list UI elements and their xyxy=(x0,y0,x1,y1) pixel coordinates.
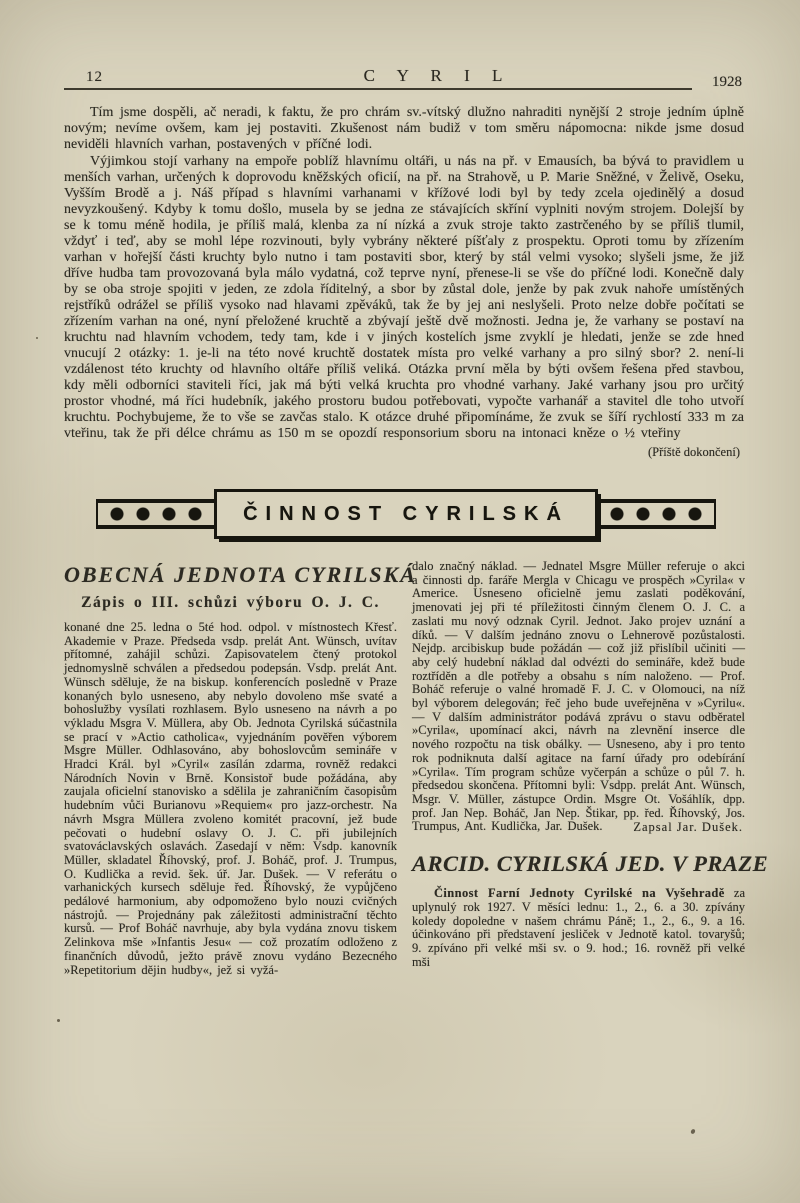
article-paragraph: Výjimkou stojí varhany na empoře poblíž hlavnímu oltáři, u nás na př. v Emausích, ba bývá to pravidlem u menších varhan, určených k doprovodu kněžských oficií, na př. na Strahově, u P. Marie Sněžné, v Želivě, Oseku, Vyšším Brodě a j. Náš případ s hlavními varhanami v křížové lodi byl by tedy zcela ojedinělý a dosud nevyzkoušený. Kdyby k tomu došlo, musela by se jedna ze stávajících skříní vyplniti novým strojem. Dolejší by se k tomu méně hodila, je příliš malá, klenba za ní nízká a zvuk stroje takto zastrčeného by se příliš tlumil, vždyť i teď, aby se mohl lépe rozvinouti, byly vybrány některé píšťaly z prospektu. Oproti tomu by zřízením varhan v hořejší části kruchty bylo nutno i tam postaviti sbor, který by stál velmi vysoko; slyšeli jsme, že již dříve hudba tam provozovaná byla málo vydatná, což teprve nyní, přenese-li se vše do příčné lodi. Konečně daly by se oba stroje spojiti v jeden, ze zdola říditelný, a sbor by zůstal dole, jenže by pak zvuk nahoře umístěných rejstříků odrážel se příliš vysoko nad hlavami zpěváků, tak že by jej ani neslyšeli. Proto nelze dobře počítati se zřízením varhan na oné, nyní přeložené kruchtě a zbývají ještě dvě možnosti. Jedna je, že varhany se postaví na kruchtu nad hlavním vchodem, tedy tam, kde i v jiných kostelích jsme zvyklí je hledati, jenže se zde hned vnucují 2 otázky: 1. je-li na této nové kruchtě dostatek místa pro velké varhany a pro silný sbor? 2. není-li vzdálenost této kruchty od hlavního oltáře příliš veliká. Otázka první měla by býti ovšem řešena před stavbou, kdy měli odborníci staviteli říci, jak má býti velká kruchta pro vhodné varhany. Jaké varhany jsou pro určitý prostor vhodné, má říci hudebník, jakého prostoru budou potřebovati, vypočte varhanář a stavitel dle toho utvoří kruchtu. Pochybujeme, že to vše se zavčas stalo. K otázce druhé připomínáme, že zvuk se šíří rychlostí 333 m za vteřinu, tak že při délce chrámu as 150 m se opozdí responsorium sboru na intonaci kněze o ½ vteřiny xyxy=(64,154,744,441)
dotted-border-right-icon xyxy=(598,499,716,529)
minutes-continuation-text: dalo značný náklad. — Jednatel Msgre Müller referuje o akci a činnosti dp. faráře Mergla v Chicagu ve prospěch »Cyrila« v Americe. Usneseno oficielně jemu zaslati poděkování, jmenovati jej při té příležitosti činným členem O. J. C. a zaslati mu nový odznak Cyril. Jednot. Jako projev uznání a díků. — V dalším jednáno znovu o Lehnerově pozůstalosti. Nejdp. arcibiskup bude požádán — což již přislíbil učiniti — aby celý hudební náklad dal odvézti do semináře, kdež bude roztříděn a dle potřeby a obsahu s ním naloženo. — Prof. Boháč referuje o valné hromadě F. J. C. v Olomouci, na níž byl výborem delegován; řeč jeho bude uveřejněna v »Cyrilu«. — V dalším administrátor podává zprávu o stavu odběratel »Cyrila«, upomínací akci, návrh na zlevnění inserce dle nového rozpočtu na tisk obálky. — Usneseno, aby i pro tento rok podniknuta další agitace na farní úřady pro odebírání »Cyrila«. Tím program schůze vyčerpán a schůze o půl 7. h. předsedou skončena. Přítomni byli: Vsdpp. prelát Ant. Wünsch, Msgr. V. Müller, zástupce Ordin. Msgre Ot. Vošáhlík, dpp. prof. Jan Nep. Boháč, Jan Nep. Štikar, pp. řed. Říhovský, Jos. Trumpus, Ant. Kudlička, Jar. Dušek. xyxy=(412,559,745,834)
section-banner xyxy=(96,486,716,542)
banner-title-box xyxy=(214,489,598,539)
parish-report-lead: Činnost Farní Jednoty Cyrilské na Vyšehradě xyxy=(434,886,725,901)
year-label: 1928 xyxy=(712,74,742,90)
signature-line: Zapsal Jar. Dušek. xyxy=(633,820,743,835)
two-column-section xyxy=(64,559,769,977)
scan-speck xyxy=(57,1019,60,1022)
society-heading: OBECNÁ JEDNOTA CYRILSKÁ xyxy=(64,562,417,587)
scan-speck xyxy=(690,1128,696,1134)
right-column xyxy=(412,559,769,977)
section-title: ČINNOST CYRILSKÁ xyxy=(243,503,569,525)
parish-report-text: za uplynulý rok 1927. V měsíci lednu: 1., 2., 6. a 30. zpívány koledy dopoledne v našem chrámu Páně; 1., 2., 6., 9. a 16. účinkováno při představení jesliček v Jednotě katol. tovaryšů; 9. zpíváno při velké mši sv. o 9. hod.; 16. rovněž při velké mši xyxy=(412,886,745,969)
prague-society-heading: ARCID. CYRILSKÁ JED. V PRAZE xyxy=(412,851,769,877)
lead-article xyxy=(64,105,744,460)
scan-speck xyxy=(36,337,38,339)
meeting-subheading: Zápis o III. schůzi výboru O. J. C. xyxy=(81,594,380,611)
left-column xyxy=(64,560,417,977)
continuation-note: (Příště dokončení) xyxy=(648,445,740,459)
page-number: 12 xyxy=(86,69,103,85)
article-paragraph: Tím jsme dospěli, ač neradi, k faktu, že pro chrám sv.-vítský dlužno nahraditi nynější 2 stroje jedním úplně novým; nevíme ovšem, kam jej postaviti. Zkušenost nám budiž v tom směru nápomocna: nikde jsme dosud neviděli hlavních varhan, postavených v příčné lodi. xyxy=(64,105,744,152)
journal-title: C Y R I L xyxy=(363,66,512,85)
meeting-minutes-text: konané dne 25. ledna o 5té hod. odpol. v místnostech Křesť. Akademie v Praze. Předseda vsdp. prelát Ant. Wünsch, uvítav přítomné, zahájil schůzi. Zapisovatelem čtený protokol jednomyslně schválen a předsedou podepsán. Vsdp. prelát Ant. Wünsch sděluje, že na biskup. konferencích posledně v Praze konaných bylo usneseno, aby nebylo dovoleno mše svaté a bohoslužby vysílati rozhlasem. Bylo usneseno na návrh a po výkladu Msgra V. Müllera, aby Ob. Jednota Cyrilská súčastnila se prací v »Actio catholica«, vyjednáním pověřen výborem Msgre Müller. Odhlasováno, aby bohoslovcům semináře v Hradci Král. byl »Cyril« zasílán zdarma, rovněž redakci Národních Novin v Brně. Konsistoř bude požádána, aby zaujala oficielní stanovisko a sdělila je zahraničním časopisům hudebním vůči Burianovu »Requiem« pro jazz-orchestr. Na návrh Msgra Müllera zvoleno komitét pracovní, jež bude pečovati o hudební oslavy O. J. C. při jubilejních svatováclavských oslavách. Zasedají v něm: Vsdp. kanovník Müller, skladatel Říhovský, prof. J. Boháč, prof. J. Trumpus, O. Kudlička a revid. šek. úř. Jar. Dušek. — V referátu o varhanických kursech sděluje řed. Říhovský, že vypůjčeno pedálové harmonium, aby odpomoženo bylo nouzi cvičných nástrojů. — Projednány pak záležitosti administrační těchto kursů. — Prof Boháč navrhuje, aby byla vydána znovu tiskem Zelinkova mše »Infantis Jesu« — což prozatím odloženo z finančních důvodů, ježto právě znovu vydáno Bezecného »Repetitorium dějin hudby«, jež si vyžá- xyxy=(64,620,397,977)
parish-report-paragraph xyxy=(412,887,745,969)
parish-report xyxy=(412,887,745,969)
masthead xyxy=(64,66,744,90)
dotted-border-left-icon xyxy=(96,499,214,529)
